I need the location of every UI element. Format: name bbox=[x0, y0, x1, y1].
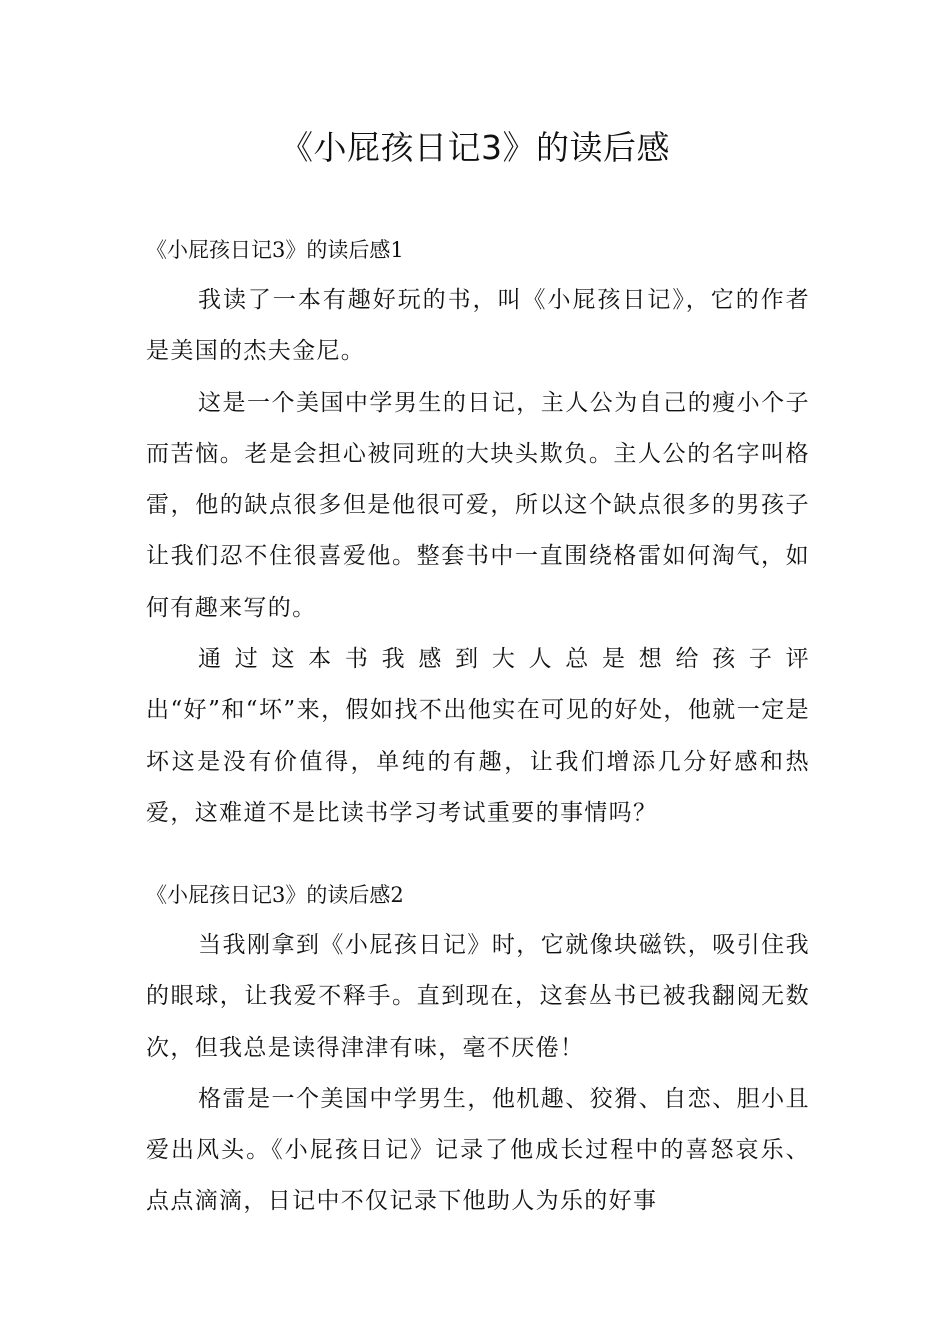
section-heading: 《小屁孩日记3》的读后感2 bbox=[146, 883, 404, 907]
paragraph: 这是一个美国中学男生的日记，主人公为自己的瘦小个子而苦恼。老是会担心被同班的大块头欺负。主人公的名字叫格雷，他的缺点很多但是他很可爱，所以这个缺点很多的男孩子让我们忍不住很喜爱他。整套书中一直围绕格雷如何淘气，如何有趣来写的。 bbox=[146, 389, 810, 621]
paragraph: 当我刚拿到《小屁孩日记》时，它就像块磁铁，吸引住我的眼球，让我爱不释手。直到现在，这套丛书已被我翻阅无数次，但我总是读得津津有味，毫不厌倦！ bbox=[146, 932, 810, 1061]
section-heading: 《小屁孩日记3》的读后感1 bbox=[146, 238, 404, 262]
essay-section-1 bbox=[146, 235, 810, 839]
paragraph: 通过这本书我感到大人总是想给孩子评出“好”和“坏”来，假如找不出他实在可见的好处，他就一定是坏这是没有价值得，单纯的有趣，让我们增添几分好感和热爱，这难道不是比读书学习考试重要的事情吗？ bbox=[146, 646, 810, 826]
document-title: 《小屁孩日记3》的读后感 bbox=[280, 128, 670, 167]
paragraph: 格雷是一个美国中学男生，他机趣、狡猾、自恋、胆小且爱出风头。《小屁孩日记》记录了他成长过程中的喜怒哀乐、点点滴滴，日记中不仅记录下他助人为乐的好事 bbox=[146, 1085, 810, 1215]
essay-section-2 bbox=[146, 880, 810, 1228]
paragraph: 我读了一本有趣好玩的书，叫《小屁孩日记》，它的作者是美国的杰夫金尼。 bbox=[146, 287, 810, 365]
